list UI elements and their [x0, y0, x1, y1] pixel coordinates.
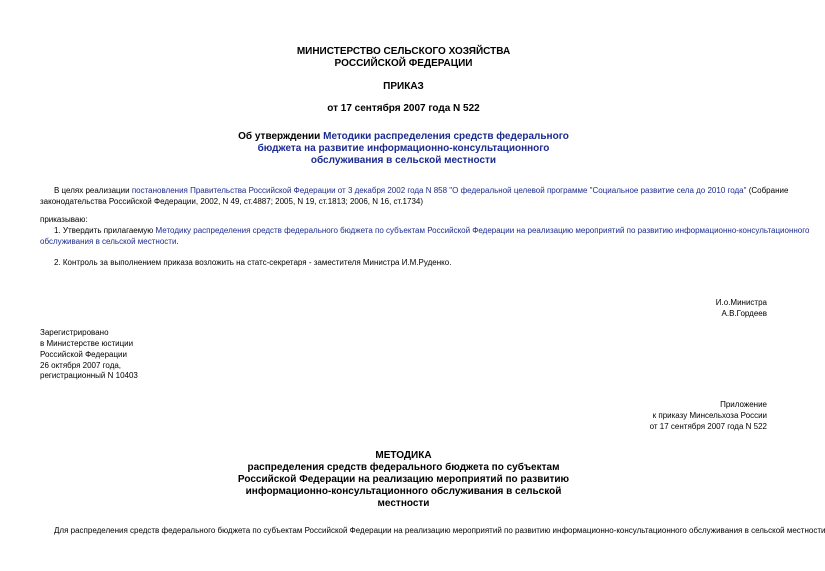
item1-suffix: .	[176, 237, 179, 246]
item1-line1	[54, 225, 810, 236]
methodology-subtitle-line2: Российской Федерации на реализацию мероприятий по развитию	[237, 474, 570, 485]
preamble-line1	[54, 185, 789, 196]
appendix-line1: Приложение	[720, 400, 767, 409]
registration-line5: регистрационный N 10403	[40, 371, 138, 380]
document-date-number: от 17 сентября 2007 года N 522	[327, 103, 480, 114]
methodology-link[interactable]: Методику распределения средств федерального бюджета по субъектам Российской Федерации на реализацию мероприятий по развитию информационно-консультационного	[155, 226, 810, 235]
registration-line2: в Министерстве юстиции	[40, 339, 134, 348]
appendix-line2: к приказу Минсельхоза России	[652, 411, 767, 420]
methodology-subtitle-line4: местности	[377, 498, 430, 509]
registration-line3: Российской Федерации	[40, 350, 127, 359]
registration-line4: 26 октября 2007 года,	[40, 361, 122, 370]
methodology-subtitle-line3: информационно-консультационного обслуживания в сельской	[245, 486, 562, 497]
title-link-line1[interactable]: Методики распределения средств федерального	[323, 131, 569, 142]
document-title-line1	[0, 131, 807, 143]
document-type: ПРИКАЗ	[383, 81, 424, 92]
government-decree-link[interactable]: постановления Правительства Российской Федерации от 3 декабря 2002 года N 858 "О федеральной целевой программе "Социальное развитие села до 2010 года"	[131, 186, 747, 195]
preamble-intro: В целях реализации	[54, 186, 132, 195]
item1-line2	[40, 236, 179, 247]
title-prefix: Об утверждении	[238, 131, 324, 142]
registration-line1: Зарегистрировано	[40, 328, 109, 337]
methodology-subtitle-line1: распределения средств федерального бюджета по субъектам	[247, 462, 560, 473]
methodology-link-cont[interactable]: обслуживания в сельской местности	[40, 237, 177, 246]
item1-prefix: 1. Утвердить прилагаемую	[54, 226, 156, 235]
appendix-line3: от 17 сентября 2007 года N 522	[649, 422, 767, 431]
order-word: приказываю:	[40, 215, 88, 224]
signatory-name: А.В.Гордеев	[721, 309, 767, 318]
methodology-body-text: Для распределения средств федерального бюджета по субъектам Российской Федерации на реализацию мероприятий по развитию информационно-консультационного обслуживания в сельской местности	[54, 526, 825, 535]
ministry-name-line1: МИНИСТЕРСТВО СЕЛЬСКОГО ХОЗЯЙСТВА	[296, 46, 511, 57]
item2-text: 2. Контроль за выполнением приказа возложить на статс-секретаря - заместителя Министра И.М.Руденко.	[54, 258, 452, 267]
ministry-name-line2: РОССИЙСКОЙ ФЕДЕРАЦИИ	[334, 58, 473, 69]
preamble-tail: (Собрание	[746, 186, 789, 195]
preamble-line2: законодательства Российской Федерации, 2002, N 49, ст.4887; 2005, N 19, ст.1813; 2006, N 16, ст.1734)	[40, 197, 424, 206]
title-link-line3[interactable]: обслуживания в сельской местности	[310, 155, 497, 166]
methodology-title: МЕТОДИКА	[375, 450, 432, 461]
signatory-position: И.о.Министра	[715, 298, 767, 307]
title-link-line2[interactable]: бюджета на развитие информационно-консультационного	[257, 143, 550, 154]
